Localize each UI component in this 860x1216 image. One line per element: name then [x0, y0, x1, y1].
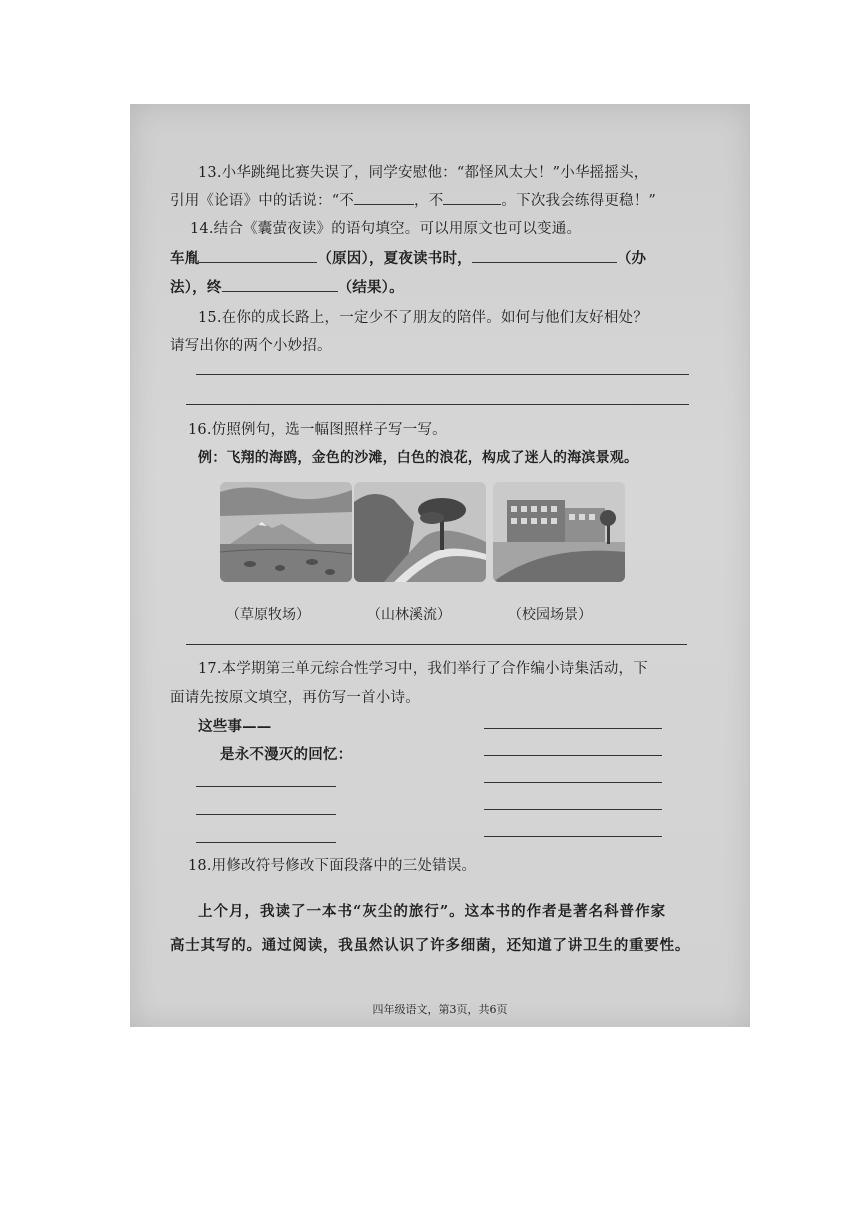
q14-blank-result[interactable] [222, 277, 338, 292]
q14-text-b: （原因），夏夜读书时， [317, 250, 472, 267]
q13-line2 [170, 189, 656, 210]
q14-blank-method[interactable] [472, 248, 617, 263]
q16-example: 例：飞翔的海鸥，金色的沙滩，白色的浪花，构成了迷人的海滨景观。 [198, 450, 639, 466]
q16-prompt: 16.仿照例句，选一幅图照样子写一写。 [188, 422, 447, 438]
q14-blank-reason[interactable] [199, 248, 317, 263]
q17-left-line-2[interactable] [196, 814, 336, 815]
q17-right-line-3[interactable] [484, 782, 662, 783]
q14-prompt: 14.结合《囊萤夜读》的语句填空。可以用原文也可以变通。 [190, 221, 582, 237]
campus-icon [493, 482, 625, 582]
q13-blank-1[interactable] [354, 190, 414, 205]
q15-line1: 15.在你的成长路上，一定少不了朋友的陪伴。如何与他们友好相处？ [198, 310, 648, 326]
grassland-icon [220, 482, 352, 582]
q13-blank-2[interactable] [443, 190, 501, 205]
q18-paragraph-line2: 高士其写的。通过阅读，我虽然认识了许多细菌，还知道了讲卫生的重要性。 [170, 937, 691, 954]
q17-right-line-4[interactable] [484, 809, 662, 810]
q15-answer-line-2[interactable] [186, 404, 689, 405]
q13-text-c: 。下次我会练得更稳！” [501, 193, 657, 209]
q18-paragraph-line1: 上个月，我读了一本书“灰尘的旅行”。这本书的作者是著名科普作家 [198, 903, 667, 920]
q18-prompt: 18.用修改符号修改下面段落中的三处错误。 [188, 858, 477, 874]
q13-line1: 13.小华跳绳比赛失误了，同学安慰他：“都怪风太大！”小华摇摇头， [198, 165, 649, 181]
q17-right-line-5[interactable] [484, 836, 662, 837]
exam-page [130, 104, 750, 1027]
caption-campus: （校园场景） [508, 607, 592, 623]
q14-text-e: （结果）。 [337, 279, 404, 296]
grassland-pasture-picture[interactable] [220, 482, 352, 582]
q15-answer-line-1[interactable] [196, 374, 689, 375]
q15-line2: 请写出你的两个小妙招。 [170, 338, 332, 354]
q14-text-c: （办 [616, 250, 647, 267]
q14-text-a: 车胤 [170, 250, 200, 267]
forest-icon [354, 482, 486, 582]
caption-grassland: （草原牧场） [226, 607, 310, 623]
q14-line1 [170, 247, 646, 268]
q17-poem-line1: 这些事—— [198, 718, 272, 735]
q17-right-line-1[interactable] [484, 728, 662, 729]
q17-line1: 17.本学期第三单元综合性学习中，我们举行了合作编小诗集活动，下 [198, 661, 648, 677]
q17-right-line-2[interactable] [484, 755, 662, 756]
q13-text-b: ，不 [414, 193, 444, 209]
q17-left-line-3[interactable] [196, 842, 336, 843]
q17-left-line-1[interactable] [196, 786, 336, 787]
q14-text-d: 法），终 [170, 279, 222, 296]
campus-scene-picture[interactable] [493, 482, 625, 582]
page-footer: 四年级语文，第3页，共6页 [372, 1003, 508, 1016]
q16-answer-line[interactable] [186, 644, 687, 645]
q17-line2: 面请先按原文填空，再仿写一首小诗。 [170, 690, 420, 706]
q13-text-a: 引用《论语》中的话说：“不 [170, 193, 355, 209]
forest-stream-picture[interactable] [354, 482, 486, 582]
caption-forest: （山林溪流） [367, 607, 451, 623]
q14-line2 [170, 276, 404, 297]
q17-poem-line2: 是永不漫灭的回忆： [220, 746, 353, 763]
